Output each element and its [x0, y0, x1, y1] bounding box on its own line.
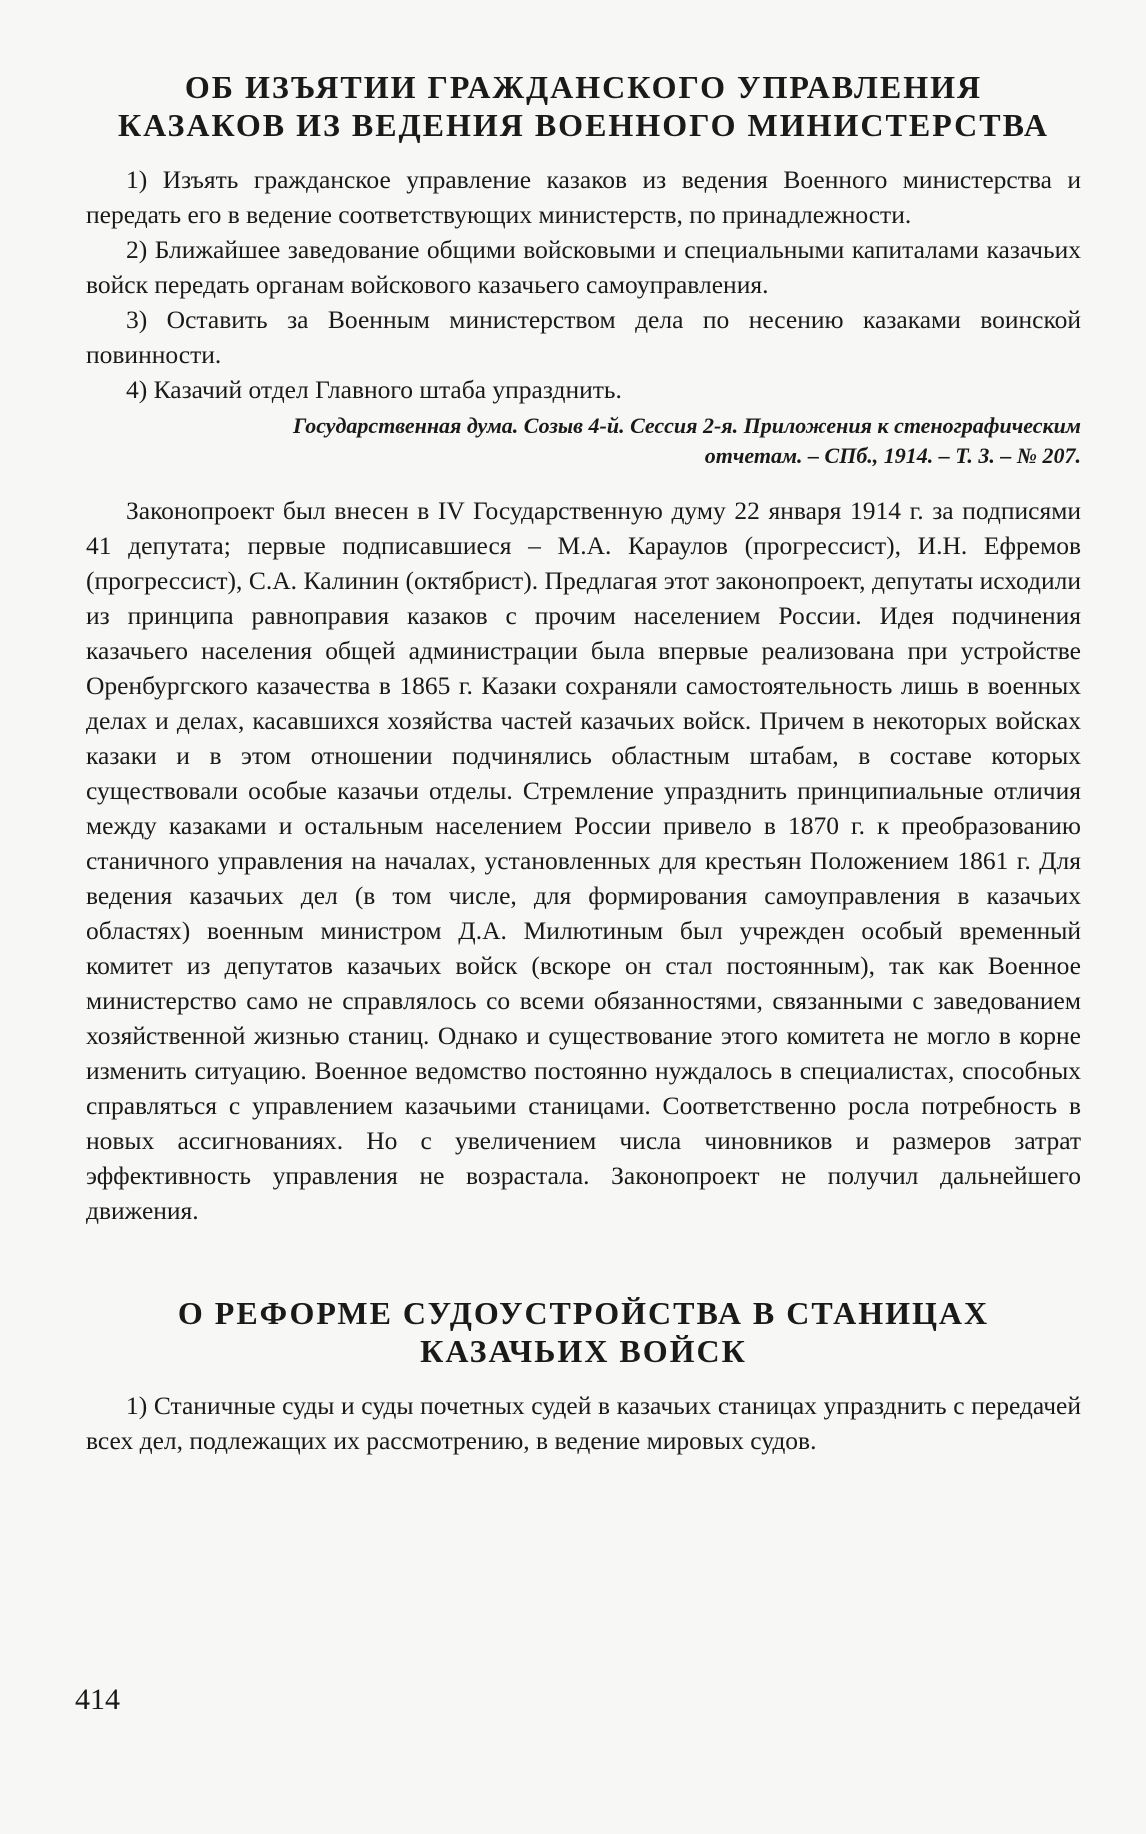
page-number: 414	[75, 1683, 120, 1716]
source-citation	[86, 411, 1081, 471]
section-heading-court-reform	[86, 1294, 1081, 1370]
heading-line: ОБ ИЗЪЯТИИ ГРАЖДАНСКОГО УПРАВЛЕНИЯ	[184, 69, 983, 105]
heading-line: О РЕФОРМЕ СУДОУСТРОЙСТВА В СТАНИЦАХ	[177, 1295, 990, 1331]
bill-item-2: 2) Ближайшее заведование общими войсковыми и специальными капиталами казачьих войск передать органам войскового казачьего самоуправления.	[86, 235, 1081, 299]
commentary-paragraph: Законопроект был внесен в IV Государственную думу 22 января 1914 г. за подписями 41 депутата; первые подписавшиеся – М.А. Караулов (прогрессист), И.Н. Ефремов (прогрессист), С.А. Калинин (октябрист). Предлагая этот законопроект, депутаты исходили из принципа равноправия казаков с прочим населением России. Идея подчинения казачьего населения общей администрации была впервые реализована при устройстве Оренбургского казачества в 1865 г. Казаки сохраняли самостоятельность лишь в военных делах и делах, касавшихся хозяйства частей казачьих войск. Причем в некоторых войсках казаки и в этом отношении подчинялись областным штабам, в составе которых существовали особые казачьи отделы. Стремление упразднить принципиальные отличия между казаками и остальным населением России привело в 1870 г. к преобразованию станичного управления на началах, установленных для крестьян Положением 1861 г. Для ведения казачьих дел (в том числе, для формирования самоуправления в казачьих областях) военным министром Д.А. Милютиным был учрежден особый временный комитет из депутатов казачьих войск (вскоре он стал постоянным), так как Военное министерство само не справлялось со всеми обязанностями, связанными с заведованием хозяйственной жизнью станиц. Однако и существование этого комитета не могло в корне изменить ситуацию. Военное ведомство постоянно нуждалось в специалистах, способных справляться с управлением казачьими станицами. Соответственно росла потребность в новых ассигнованиях. Но с увеличением числа чиновников и размеров затрат эффективность управления не возрастала. Законопроект не получил дальнейшего движения.	[86, 496, 1081, 1225]
heading-line: КАЗАКОВ ИЗ ВЕДЕНИЯ ВОЕННОГО МИНИСТЕРСТВА	[117, 107, 1050, 143]
heading-line: КАЗАЧЬИХ ВОЙСК	[420, 1333, 747, 1369]
bill-item-3: 3) Оставить за Военным министерством дела по несению казаками воинской повинности.	[86, 305, 1081, 369]
section-heading-civil-administration	[86, 68, 1081, 144]
reform-item-1: 1) Станичные суды и суды почетных судей в казачьих станицах упразднить с передачей всех дел, подлежащих их рассмотрению, в ведение мировых судов.	[86, 1391, 1081, 1455]
bill-item-4: 4) Казачий отдел Главного штаба упразднить.	[126, 375, 622, 404]
bill-item-1: 1) Изъять гражданское управление казаков из ведения Военного министерства и передать его в ведение соответствующих министерств, по принадлежности.	[86, 165, 1081, 229]
source-line: отчетам. – СПб., 1914. – Т. 3. – № 207.	[704, 443, 1081, 468]
source-line: Государственная дума. Созыв 4-й. Сессия 2-я. Приложения к стенографическим	[293, 413, 1081, 438]
page-content	[86, 68, 1081, 1458]
